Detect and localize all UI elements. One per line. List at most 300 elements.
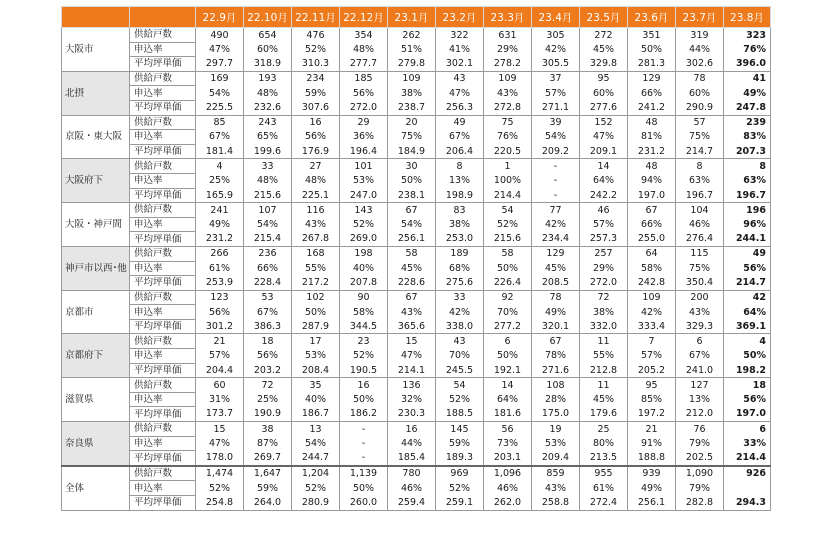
table-cell: 56%	[292, 130, 340, 145]
table-cell: 43%	[532, 481, 580, 496]
table-cell: 57%	[532, 86, 580, 101]
table-cell: 333.4	[628, 319, 676, 334]
table-cell: -	[340, 422, 388, 437]
table-cell: 64%	[724, 305, 771, 320]
table-cell: 129	[628, 71, 676, 86]
table-cell: 50%	[484, 349, 532, 364]
table-cell: 18	[244, 334, 292, 349]
table-row	[62, 290, 771, 305]
table-cell: 236	[244, 246, 292, 261]
table-cell: 267.8	[292, 232, 340, 247]
table-cell: 234.4	[532, 232, 580, 247]
table-cell: 351	[628, 28, 676, 43]
region-label: 大阪府下	[62, 159, 130, 203]
table-cell: 305.5	[532, 57, 580, 72]
table-cell: 67	[388, 203, 436, 218]
table-cell: 310.3	[292, 57, 340, 72]
table-cell: 49	[436, 115, 484, 130]
table-cell: 272.0	[580, 276, 628, 291]
table-cell: 68%	[436, 261, 484, 276]
table-cell: 67%	[244, 305, 292, 320]
table-cell: 42	[724, 290, 771, 305]
table-cell: 35	[292, 378, 340, 393]
table-cell: 27	[292, 159, 340, 174]
table-cell: 81%	[628, 130, 676, 145]
metric-label: 供給戸数	[130, 378, 196, 393]
metric-label: 申込率	[130, 217, 196, 232]
table-cell: 276.4	[676, 232, 724, 247]
metric-label: 供給戸数	[130, 422, 196, 437]
table-cell: 338.0	[436, 319, 484, 334]
metric-label: 平均坪単価	[130, 232, 196, 247]
table-cell: 264.0	[244, 496, 292, 511]
table-cell: 60%	[580, 86, 628, 101]
metric-label: 平均坪単価	[130, 496, 196, 511]
table-cell: 79%	[676, 436, 724, 451]
table-cell: 49%	[532, 305, 580, 320]
table-cell: 47%	[196, 42, 244, 57]
table-cell: 192.1	[484, 363, 532, 378]
metric-label: 供給戸数	[130, 28, 196, 43]
table-cell: 386.3	[244, 319, 292, 334]
table-cell: 42%	[628, 305, 676, 320]
table-cell: 11	[580, 378, 628, 393]
table-cell: 241.0	[676, 363, 724, 378]
table-cell: 50%	[340, 392, 388, 407]
table-cell: 20	[388, 115, 436, 130]
table-row	[62, 349, 771, 364]
table-cell: 208.4	[292, 363, 340, 378]
table-cell: 87%	[244, 436, 292, 451]
table-cell: 59%	[244, 481, 292, 496]
metric-label: 平均坪単価	[130, 100, 196, 115]
table-cell: 369.1	[724, 319, 771, 334]
table-cell: 277.2	[484, 319, 532, 334]
table-cell: 49%	[196, 217, 244, 232]
table-cell: 230.3	[388, 407, 436, 422]
table-cell: 54	[436, 378, 484, 393]
table-cell: 239	[724, 115, 771, 130]
table-cell: 94%	[628, 173, 676, 188]
table-cell: 256.3	[436, 100, 484, 115]
table-row	[62, 378, 771, 393]
table-cell: 48%	[292, 173, 340, 188]
month-header: 23.3月	[484, 7, 532, 28]
table-cell: 43%	[484, 86, 532, 101]
table-row	[62, 334, 771, 349]
table-cell: 178.0	[196, 451, 244, 466]
table-cell: 30	[388, 159, 436, 174]
table-cell: 7	[628, 334, 676, 349]
table-cell: 189.3	[436, 451, 484, 466]
table-cell: 969	[436, 466, 484, 481]
table-cell: 76%	[724, 42, 771, 57]
table-cell: 259.4	[388, 496, 436, 511]
table-cell: 6	[676, 334, 724, 349]
table-cell: 168	[292, 246, 340, 261]
region-group	[62, 159, 771, 203]
table-cell: 220.5	[484, 144, 532, 159]
table-cell: 208.5	[532, 276, 580, 291]
table-cell: 65%	[244, 130, 292, 145]
table-cell: 350.4	[676, 276, 724, 291]
metric-label: 供給戸数	[130, 71, 196, 86]
table-row	[62, 100, 771, 115]
metric-label: 申込率	[130, 173, 196, 188]
metric-label: 申込率	[130, 261, 196, 276]
table-cell: 33	[436, 290, 484, 305]
table-cell: 271.6	[532, 363, 580, 378]
table-cell: 290.9	[676, 100, 724, 115]
table-cell: 215.4	[244, 232, 292, 247]
table-cell: 43	[436, 71, 484, 86]
month-header: 23.7月	[676, 7, 724, 28]
metric-label: 供給戸数	[130, 334, 196, 349]
region-label: 北摂	[62, 71, 130, 115]
table-cell: 1,090	[676, 466, 724, 481]
metric-label: 申込率	[130, 305, 196, 320]
table-cell: 197.0	[724, 407, 771, 422]
table-cell: 52%	[340, 349, 388, 364]
table-cell: 52%	[484, 217, 532, 232]
table-cell: 256.1	[388, 232, 436, 247]
table-cell: 96%	[724, 217, 771, 232]
metric-label: 申込率	[130, 130, 196, 145]
table-cell: 1,647	[244, 466, 292, 481]
table-cell: 215.6	[244, 188, 292, 203]
table-cell: 58	[388, 246, 436, 261]
table-cell: 75%	[676, 261, 724, 276]
table-cell: 67	[628, 203, 676, 218]
table-cell: 302.6	[676, 57, 724, 72]
table-cell: 54%	[532, 130, 580, 145]
table-cell: 262	[388, 28, 436, 43]
table-cell: 109	[388, 71, 436, 86]
table-cell: 169	[196, 71, 244, 86]
table-cell: 13%	[436, 173, 484, 188]
region-label: 京都市	[62, 290, 130, 334]
table-cell: 272.8	[484, 100, 532, 115]
metric-label: 供給戸数	[130, 290, 196, 305]
month-header: 22.10月	[244, 7, 292, 28]
table-cell: 260.0	[340, 496, 388, 511]
table-cell: 49	[724, 246, 771, 261]
table-cell	[724, 481, 771, 496]
table-cell: 29	[340, 115, 388, 130]
table-cell: 33	[244, 159, 292, 174]
table-cell: 282.8	[676, 496, 724, 511]
table-cell: 70%	[484, 305, 532, 320]
table-cell: 631	[484, 28, 532, 43]
table-cell: 6	[484, 334, 532, 349]
table-cell: 272.4	[580, 496, 628, 511]
table-cell: 73%	[484, 436, 532, 451]
table-row	[62, 71, 771, 86]
table-cell: 1	[484, 159, 532, 174]
table-cell: 39	[532, 115, 580, 130]
table-cell: 63%	[724, 173, 771, 188]
table-cell: 214.4	[484, 188, 532, 203]
table-cell: 21	[196, 334, 244, 349]
region-group	[62, 203, 771, 247]
table-cell: 60	[196, 378, 244, 393]
table-cell: 186.2	[340, 407, 388, 422]
table-cell: 185.4	[388, 451, 436, 466]
table-cell: 25%	[244, 392, 292, 407]
table-row	[62, 232, 771, 247]
table-cell: 48	[628, 159, 676, 174]
table-cell: 202.5	[676, 451, 724, 466]
table-cell: 49%	[628, 481, 676, 496]
table-row	[62, 436, 771, 451]
table-cell: 188.5	[436, 407, 484, 422]
table-cell: 297.7	[196, 57, 244, 72]
table-cell: 200	[676, 290, 724, 305]
table-cell: 107	[244, 203, 292, 218]
table-cell: 92	[484, 290, 532, 305]
table-cell: 329.8	[580, 57, 628, 72]
region-group	[62, 378, 771, 422]
month-header: 23.5月	[580, 7, 628, 28]
table-cell: 266	[196, 246, 244, 261]
table-row	[62, 451, 771, 466]
table-cell: 152	[580, 115, 628, 130]
table-cell: 45%	[580, 392, 628, 407]
table-cell: 29%	[580, 261, 628, 276]
table-cell: 100%	[484, 173, 532, 188]
table-cell: 17	[292, 334, 340, 349]
metric-label: 平均坪単価	[130, 363, 196, 378]
table-cell: 43%	[388, 305, 436, 320]
table-cell: 52%	[196, 481, 244, 496]
month-header: 22.11月	[292, 7, 340, 28]
table-cell: 58%	[628, 261, 676, 276]
table-cell: 49%	[724, 86, 771, 101]
table-cell: 136	[388, 378, 436, 393]
table-cell: 33%	[724, 436, 771, 451]
table-cell: 206.4	[436, 144, 484, 159]
table-cell: 56%	[244, 349, 292, 364]
table-cell: 176.9	[292, 144, 340, 159]
table-cell: 204.4	[196, 363, 244, 378]
table-cell: 75%	[388, 130, 436, 145]
table-cell: 61%	[580, 481, 628, 496]
table-cell: 258.8	[532, 496, 580, 511]
table-cell: 209.4	[532, 451, 580, 466]
table-cell: 44%	[388, 436, 436, 451]
table-cell: 50%	[628, 42, 676, 57]
table-cell: 43%	[292, 217, 340, 232]
table-cell: 54	[484, 203, 532, 218]
table-cell: 294.3	[724, 496, 771, 511]
table-cell: 207.8	[340, 276, 388, 291]
table-cell: 46%	[484, 481, 532, 496]
table-cell: 63%	[676, 173, 724, 188]
table-cell: 213.5	[580, 451, 628, 466]
table-cell: 241.2	[628, 100, 676, 115]
header-row	[62, 7, 771, 28]
table-cell: 8	[436, 159, 484, 174]
table-cell: 281.3	[628, 57, 676, 72]
table-cell: 83	[436, 203, 484, 218]
table-cell: 231.2	[628, 144, 676, 159]
table-cell: 207.3	[724, 144, 771, 159]
month-header: 23.2月	[436, 7, 484, 28]
table-cell: 272.0	[340, 100, 388, 115]
table-cell: 193	[244, 71, 292, 86]
table-cell: 244.1	[724, 232, 771, 247]
table-cell: 262.0	[484, 496, 532, 511]
table-cell: 45%	[580, 42, 628, 57]
table-cell: 15	[196, 422, 244, 437]
table-cell: 234	[292, 71, 340, 86]
table-row	[62, 407, 771, 422]
table-row	[62, 173, 771, 188]
metric-label: 平均坪単価	[130, 188, 196, 203]
table-cell: 83%	[724, 130, 771, 145]
table-cell: 244.7	[292, 451, 340, 466]
table-cell: 75	[484, 115, 532, 130]
table-cell: 179.6	[580, 407, 628, 422]
table-cell: 859	[532, 466, 580, 481]
table-cell: 42%	[532, 217, 580, 232]
table-cell: 143	[340, 203, 388, 218]
table-cell: 209.2	[532, 144, 580, 159]
table-cell: 269.0	[340, 232, 388, 247]
table-cell: 52%	[436, 392, 484, 407]
table-cell: 76	[676, 422, 724, 437]
table-cell: 60%	[244, 42, 292, 57]
region-label: 全体	[62, 466, 130, 510]
table-cell: 127	[676, 378, 724, 393]
table-cell: 205.2	[628, 363, 676, 378]
table-cell: 29%	[484, 42, 532, 57]
header-blank-metric	[130, 7, 196, 28]
table-cell: 45%	[532, 261, 580, 276]
table-row	[62, 188, 771, 203]
table-cell: 14	[580, 159, 628, 174]
table-cell: 78	[676, 71, 724, 86]
table-cell: 46	[580, 203, 628, 218]
table-cell: 54%	[244, 217, 292, 232]
table-cell: 38	[244, 422, 292, 437]
table-cell: 58	[484, 246, 532, 261]
table-cell: 181.4	[196, 144, 244, 159]
table-cell: 115	[676, 246, 724, 261]
table-row	[62, 57, 771, 72]
table-cell: 101	[340, 159, 388, 174]
metric-label: 平均坪単価	[130, 451, 196, 466]
table-cell: 242.8	[628, 276, 676, 291]
table-cell: 32%	[388, 392, 436, 407]
table-cell: 196	[724, 203, 771, 218]
table-cell: 43%	[676, 305, 724, 320]
table-cell: 52%	[292, 42, 340, 57]
table-cell: 319	[676, 28, 724, 43]
table-cell: 225.1	[292, 188, 340, 203]
table-cell: 54%	[196, 86, 244, 101]
month-header: 23.6月	[628, 7, 676, 28]
table-cell: 36%	[340, 130, 388, 145]
table-cell: 42%	[532, 42, 580, 57]
table-cell: -	[532, 173, 580, 188]
table-cell: 189	[436, 246, 484, 261]
table-cell: 199.6	[244, 144, 292, 159]
table-cell: 67	[532, 334, 580, 349]
table-cell: 50%	[340, 481, 388, 496]
table-row	[62, 203, 771, 218]
table-cell: 365.6	[388, 319, 436, 334]
table-cell: 780	[388, 466, 436, 481]
table-cell: 196.4	[340, 144, 388, 159]
table-cell: 278.2	[484, 57, 532, 72]
table-cell: 80%	[580, 436, 628, 451]
table-row	[62, 422, 771, 437]
table-cell: 21	[628, 422, 676, 437]
table-cell: 305	[532, 28, 580, 43]
table-cell: 1,204	[292, 466, 340, 481]
header-blank-region	[62, 7, 130, 28]
table-cell: 67%	[676, 349, 724, 364]
table-cell: 25%	[196, 173, 244, 188]
table-cell: 16	[340, 378, 388, 393]
table-cell: 212.0	[676, 407, 724, 422]
table-cell: 38%	[388, 86, 436, 101]
metric-label: 申込率	[130, 42, 196, 57]
table-cell: 51%	[388, 42, 436, 57]
table-cell: 47%	[196, 436, 244, 451]
table-cell: 67%	[436, 130, 484, 145]
table-cell: 18	[724, 378, 771, 393]
table-cell: 198.2	[724, 363, 771, 378]
table-cell: 54%	[388, 217, 436, 232]
table-cell: 232.6	[244, 100, 292, 115]
table-cell: 78	[532, 290, 580, 305]
table-cell: 4	[196, 159, 244, 174]
metric-label: 申込率	[130, 392, 196, 407]
table-cell: 196.7	[724, 188, 771, 203]
table-row	[62, 144, 771, 159]
table-cell: 6	[724, 422, 771, 437]
table-cell: 123	[196, 290, 244, 305]
table-cell: 38%	[436, 217, 484, 232]
metric-label: 供給戸数	[130, 203, 196, 218]
table-cell: 66%	[244, 261, 292, 276]
table-cell: 259.1	[436, 496, 484, 511]
metric-label: 平均坪単価	[130, 144, 196, 159]
table-cell: 302.1	[436, 57, 484, 72]
region-label: 京都府下	[62, 334, 130, 378]
table-cell: 4	[724, 334, 771, 349]
table-cell: 47%	[580, 130, 628, 145]
metric-label: 平均坪単価	[130, 319, 196, 334]
table-cell: 238.7	[388, 100, 436, 115]
table-row	[62, 466, 771, 481]
table-cell: 109	[484, 71, 532, 86]
table-cell: 56	[484, 422, 532, 437]
table-row	[62, 392, 771, 407]
table-cell: 95	[628, 378, 676, 393]
table-cell: 287.9	[292, 319, 340, 334]
table-cell: 212.8	[580, 363, 628, 378]
table-cell: 64	[628, 246, 676, 261]
table-cell: 186.7	[292, 407, 340, 422]
table-cell: 203.1	[484, 451, 532, 466]
metric-label: 申込率	[130, 86, 196, 101]
table-cell: 104	[676, 203, 724, 218]
metric-label: 申込率	[130, 436, 196, 451]
table-cell: 48%	[244, 86, 292, 101]
